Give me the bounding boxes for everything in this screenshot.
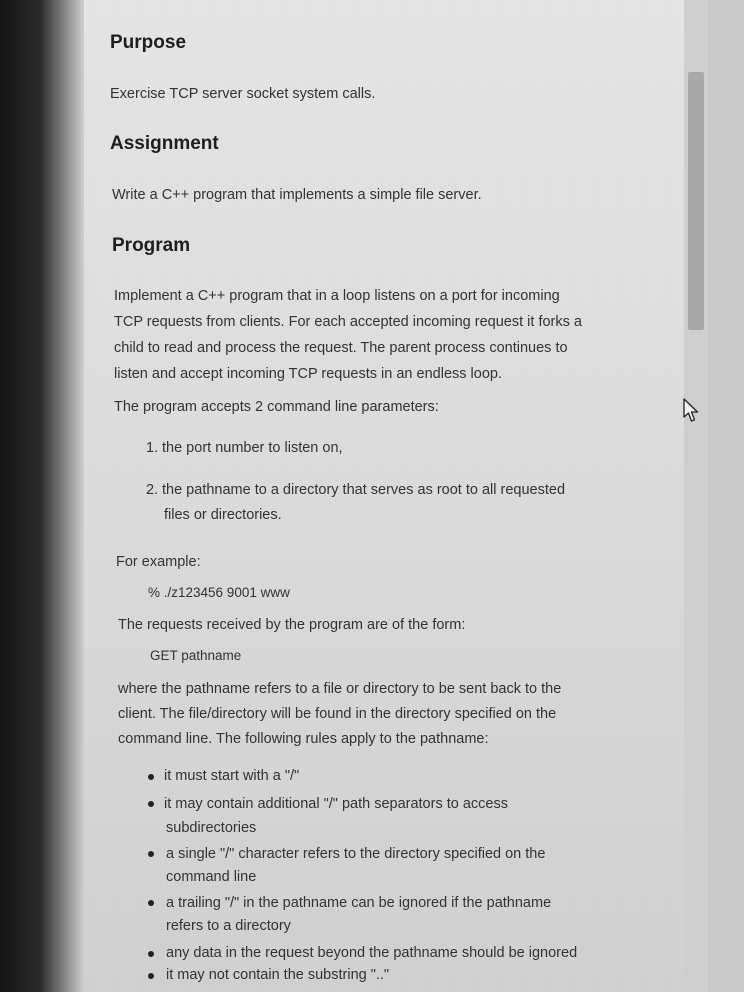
rule-text: a single "/" character refers to the directory specified on the (166, 846, 546, 862)
bullet-dot (148, 801, 154, 807)
rule-text: any data in the request beyond the pathname should be ignored (166, 945, 578, 961)
heading-assignment: Assignment (110, 133, 219, 154)
param-text: files or directories. (164, 507, 282, 523)
program-para1-line: child to read and process the request. The parent process continues to (114, 340, 568, 356)
example-command: % ./z123456 9001 www (148, 585, 290, 600)
program-para1-line: listen and accept incoming TCP requests in an endless loop. (114, 366, 502, 382)
heading-purpose: Purpose (110, 32, 187, 53)
scrollbar-thumb[interactable] (688, 72, 704, 330)
rule-text: it may contain additional "/" path separators to access (164, 796, 508, 812)
right-gutter (708, 0, 744, 992)
program-para2-line: client. The file/directory will be found in the directory specified on the (118, 706, 557, 722)
params-intro: The program accepts 2 command line parameters: (114, 399, 439, 415)
param-number: 2. (146, 482, 159, 498)
assignment-text: Write a C++ program that implements a simple file server. (112, 187, 482, 203)
param-text: the port number to listen on, (162, 440, 343, 456)
param-text: the pathname to a directory that serves as root to all requested (162, 482, 566, 498)
rule-text: refers to a directory (166, 918, 291, 934)
program-para2-line: where the pathname refers to a file or directory to be sent back to the (118, 681, 562, 697)
rule-text: a trailing "/" in the pathname can be ignored if the pathname (166, 895, 552, 911)
bullet-dot (148, 900, 154, 906)
rule-text: command line (166, 869, 257, 885)
purpose-text: Exercise TCP server socket system calls. (110, 86, 376, 102)
mouse-pointer-icon (682, 398, 700, 424)
param-number: 1. (146, 440, 159, 456)
bullet-dot (148, 851, 154, 857)
program-para1-line: TCP requests from clients. For each accepted incoming request it forks a (114, 314, 582, 330)
request-form: GET pathname (150, 648, 242, 663)
rule-text: it must start with a "/" (164, 768, 300, 784)
bullet-dot (148, 973, 154, 979)
example-label: For example: (116, 554, 201, 570)
heading-program: Program (112, 235, 191, 256)
rule-text: it may not contain the substring ".." (166, 967, 390, 983)
program-para1-line: Implement a C++ program that in a loop listens on a port for incoming (114, 288, 560, 304)
rule-text: subdirectories (166, 820, 257, 836)
requests-intro: The requests received by the program are of the form: (118, 617, 466, 633)
bullet-dot (148, 951, 154, 957)
program-para2-line: command line. The following rules apply to the pathname: (118, 731, 489, 747)
document-page (84, 0, 684, 992)
bullet-dot (148, 774, 154, 780)
